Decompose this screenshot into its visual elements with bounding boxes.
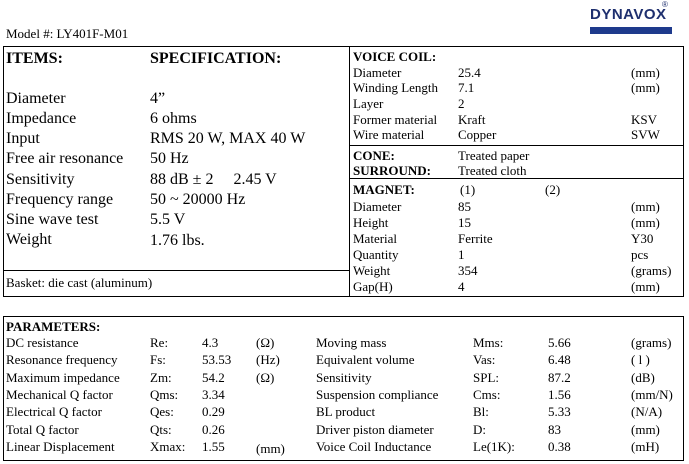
parameters-heading: PARAMETERS:	[6, 319, 101, 334]
param-name: Total Q factor	[6, 422, 79, 437]
param-symbol: Xmax:	[150, 439, 186, 454]
param-unit: (mm/N)	[631, 387, 673, 402]
param-name: Mechanical Q factor	[6, 387, 113, 402]
mag-label-diameter: Diameter	[353, 199, 402, 214]
param-name: Resonance frequency	[6, 352, 118, 367]
registered-mark: ®	[662, 0, 668, 9]
param-symbol: D:	[473, 422, 486, 437]
value-diameter: 4”	[150, 90, 166, 107]
value-input: RMS 20 W, MAX 40 W	[150, 130, 306, 147]
magnet-col-2: (2)	[545, 182, 561, 197]
param-symbol: Le(1K):	[473, 439, 515, 454]
value-frequency-range: 50 ~ 20000 Hz	[150, 191, 246, 208]
item-frequency-range: Frequency range	[6, 191, 114, 208]
vc-unit-diameter: (mm)	[631, 65, 660, 80]
cone-label: CONE:	[353, 148, 395, 163]
mag-value-weight: 354	[458, 263, 478, 278]
param-unit: (Hz)	[256, 352, 280, 367]
param-value: 1.56	[548, 387, 571, 402]
vc-value-former-material: Kraft	[458, 112, 486, 127]
param-symbol: Mms:	[473, 335, 504, 350]
param-symbol: Qms:	[150, 387, 179, 402]
brand-logo-bar	[590, 27, 672, 34]
vc-label-former-material: Former material	[353, 112, 438, 127]
param-value: 0.26	[202, 422, 225, 437]
param-symbol: Qes:	[150, 404, 174, 419]
param-unit: (mm)	[631, 422, 660, 437]
param-value: 1.55	[202, 439, 225, 454]
item-input: Input	[6, 130, 40, 147]
model-number: Model #: LY401F-M01	[6, 26, 129, 41]
item-sensitivity: Sensitivity	[6, 171, 75, 188]
mag-value-quantity: 1	[458, 247, 465, 262]
param-name: Sensitivity	[316, 370, 372, 385]
surround-label: SURROUND:	[353, 163, 431, 178]
param-unit: (Ω)	[256, 335, 275, 350]
param-name: Moving mass	[316, 335, 387, 350]
mag-value-material: Ferrite	[458, 231, 493, 246]
param-unit: ( l )	[631, 352, 650, 367]
mag-label-height: Height	[353, 215, 389, 230]
value-sensitivity: 88 dB ± 2 2.45 V	[150, 171, 277, 188]
param-value: 54.2	[202, 370, 225, 385]
value-free-air-resonance: 50 Hz	[150, 150, 189, 167]
param-value: 83	[548, 422, 561, 437]
mag-unit-material: Y30	[631, 231, 654, 246]
param-symbol: Qts:	[150, 422, 172, 437]
vc-unit-winding-length: (mm)	[631, 80, 660, 95]
item-weight: Weight	[6, 231, 52, 248]
brand-name: DYNAVOX	[590, 6, 667, 23]
cone-value: Treated paper	[458, 148, 530, 163]
mag-unit-weight: (grams)	[631, 263, 672, 278]
param-value: 5.66	[548, 335, 571, 350]
mag-value-gap: 4	[458, 279, 465, 294]
param-name: BL product	[316, 404, 376, 419]
item-sine-wave-test: Sine wave test	[6, 211, 99, 228]
vc-value-winding-length: 7.1	[458, 80, 475, 95]
param-unit: (mH)	[631, 439, 660, 454]
basket-note: Basket: die cast (aluminum)	[6, 275, 153, 290]
mag-unit-quantity: pcs	[631, 247, 649, 262]
value-weight: 1.76 lbs.	[150, 232, 205, 249]
param-symbol: Vas:	[473, 352, 496, 367]
magnet-col-1: (1)	[460, 182, 476, 197]
param-name: Electrical Q factor	[6, 404, 102, 419]
cone-divider-top	[349, 145, 684, 146]
magnet-heading: MAGNET:	[353, 182, 415, 197]
item-free-air-resonance: Free air resonance	[6, 150, 124, 167]
vc-unit-former-material: KSV	[631, 112, 658, 127]
param-unit: (grams)	[631, 335, 672, 350]
brand-logo	[590, 0, 674, 36]
param-name: Suspension compliance	[316, 387, 439, 402]
mag-label-gap: Gap(H)	[353, 279, 393, 294]
value-sine-wave-test: 5.5 V	[150, 211, 186, 228]
mag-unit-height: (mm)	[631, 215, 660, 230]
param-name: DC resistance	[6, 335, 79, 350]
param-value: 53.53	[202, 352, 232, 367]
param-unit: (dB)	[631, 370, 655, 385]
param-value: 5.33	[548, 404, 571, 419]
magnet-divider-top	[349, 178, 684, 179]
param-value: 4.3	[202, 335, 219, 350]
vc-label-diameter: Diameter	[353, 65, 402, 80]
mag-value-diameter: 85	[458, 199, 471, 214]
value-impedance: 6 ohms	[150, 110, 197, 127]
param-name: Voice Coil Inductance	[316, 439, 432, 454]
param-symbol: Cms:	[473, 387, 501, 402]
voice-coil-heading: VOICE COIL:	[353, 49, 437, 64]
item-impedance: Impedance	[6, 110, 77, 127]
vc-value-wire-material: Copper	[458, 127, 497, 142]
mag-value-height: 15	[458, 215, 471, 230]
param-unit: (mm)	[256, 441, 285, 456]
mag-label-quantity: Quantity	[353, 247, 399, 262]
item-diameter: Diameter	[6, 90, 66, 107]
param-symbol: SPL:	[473, 370, 500, 385]
param-name: Driver piston diameter	[316, 422, 434, 437]
param-value: 3.34	[202, 387, 225, 402]
mag-label-weight: Weight	[353, 263, 391, 278]
param-unit: (N/A)	[631, 404, 663, 419]
param-unit: (Ω)	[256, 370, 275, 385]
basket-divider	[3, 270, 350, 271]
mag-unit-diameter: (mm)	[631, 199, 660, 214]
param-name: Linear Displacement	[6, 439, 115, 454]
vc-label-winding-length: Winding Length	[353, 80, 439, 95]
param-name: Equivalent volume	[316, 352, 415, 367]
param-value: 6.48	[548, 352, 571, 367]
specification-heading: SPECIFICATION:	[150, 50, 282, 67]
param-symbol: Zm:	[150, 370, 172, 385]
param-symbol: Re:	[150, 335, 169, 350]
param-symbol: Fs:	[150, 352, 166, 367]
param-symbol: Bl:	[473, 404, 489, 419]
param-value: 0.29	[202, 404, 225, 419]
param-value: 0.38	[548, 439, 571, 454]
vc-value-diameter: 25.4	[458, 65, 481, 80]
vc-unit-wire-material: SVW	[631, 127, 660, 142]
vc-label-layer: Layer	[353, 96, 384, 111]
mag-unit-gap: (mm)	[631, 279, 660, 294]
mag-label-material: Material	[353, 231, 398, 246]
items-heading: ITEMS:	[6, 50, 63, 67]
vc-label-wire-material: Wire material	[353, 127, 425, 142]
vc-value-layer: 2	[458, 96, 465, 111]
surround-value: Treated cloth	[458, 163, 527, 178]
param-value: 87.2	[548, 370, 571, 385]
param-name: Maximum impedance	[6, 370, 120, 385]
